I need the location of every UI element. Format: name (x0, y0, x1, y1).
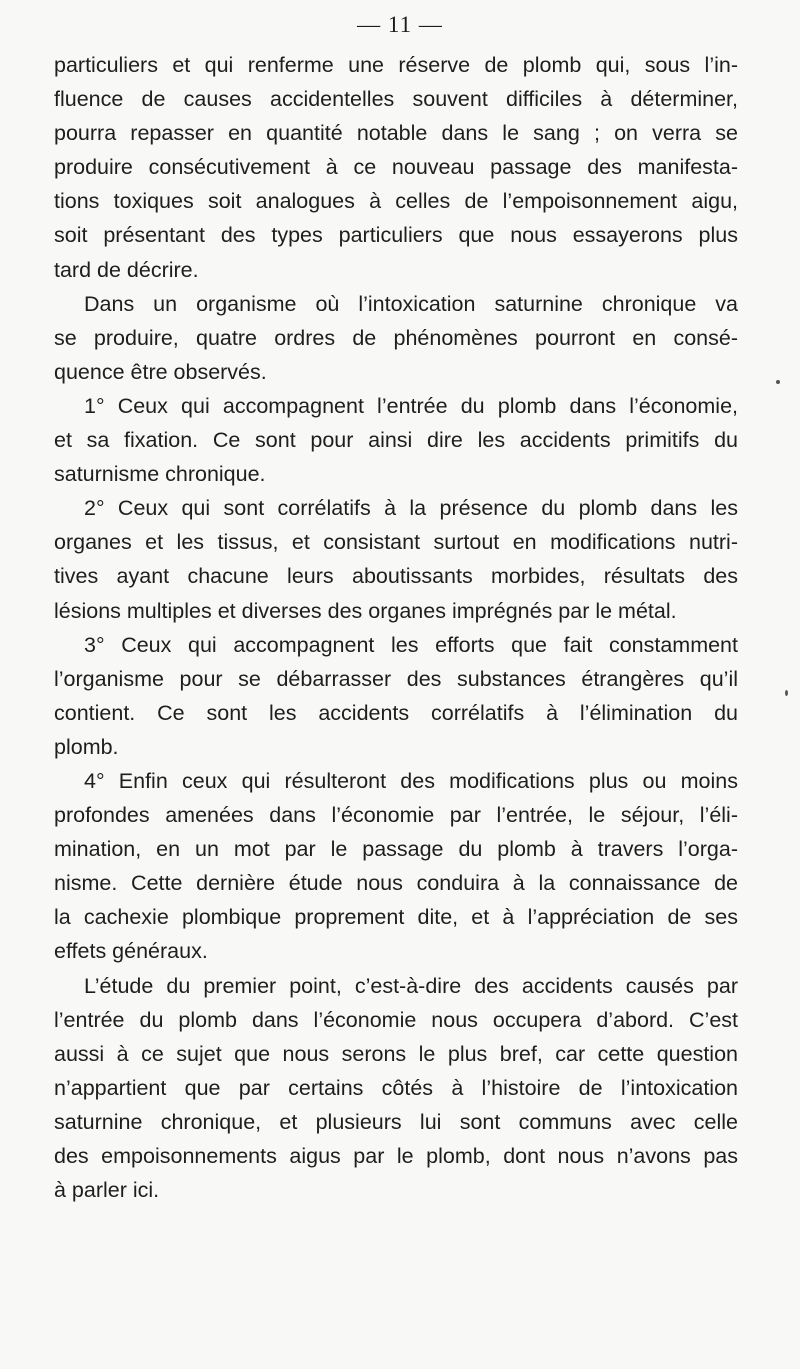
text-line: lésions multiples et diverses des organes imprégnés par le métal. (54, 598, 677, 623)
text-line: mination, en un mot par le passage du plomb à travers l’orga- (54, 837, 738, 862)
text-line: soit présentant des types particuliers que nous essayerons plus (54, 223, 738, 248)
text-line: produire consécutivement à ce nouveau passage des manifesta- (54, 155, 738, 180)
text-line: profondes amenées dans l’économie par l’entrée, le séjour, l’éli- (54, 803, 738, 828)
text-line: nisme. Cette dernière étude nous conduira à la connaissance de (54, 871, 738, 896)
text-line: fluence de causes accidentelles souvent difficiles à déterminer, (54, 87, 738, 112)
text-line: tives ayant chacune leurs aboutissants morbides, résultats des (54, 564, 738, 589)
text-line: saturnine chronique, et plusieurs lui sont communs avec celle (54, 1109, 738, 1134)
text-line: et sa fixation. Ce sont pour ainsi dire les accidents primitifs du (54, 428, 738, 453)
text-line: L’étude du premier point, c’est-à-dire des accidents causés par (84, 973, 738, 998)
text-line: l’entrée du plomb dans l’économie nous occupera d’abord. C’est (54, 1007, 738, 1032)
text-line: 1° Ceux qui accompagnent l’entrée du plomb dans l’économie, (84, 393, 738, 418)
text-line: 2° Ceux qui sont corrélatifs à la présence du plomb dans les (84, 496, 738, 521)
text-line: tions toxiques soit analogues à celles de l’empoisonnement aigu, (54, 189, 738, 214)
text-line: Dans un organisme où l’intoxication saturnine chronique va (84, 291, 738, 316)
text-line: n’appartient que par certains côtés à l’histoire de l’intoxication (54, 1075, 738, 1100)
text-line: 4° Enfin ceux qui résulteront des modifications plus ou moins (84, 768, 738, 793)
text-line: se produire, quatre ordres de phénomènes pourront en consé- (54, 325, 738, 350)
page-number: — 11 — (357, 12, 443, 37)
text-line: contient. Ce sont les accidents corrélatifs à l’élimination du (54, 700, 738, 725)
text-line: pourra repasser en quantité notable dans le sang ; on verra se (54, 121, 738, 146)
text-line: l’organisme pour se débarrasser des substances étrangères qu’il (54, 666, 738, 691)
text-line: la cachexie plombique proprement dite, et à l’appréciation de ses (54, 905, 738, 930)
text-line: effets généraux. (54, 939, 208, 964)
text-line: particuliers et qui renferme une réserve de plomb qui, sous l’in- (54, 53, 738, 77)
paper-speck (776, 380, 780, 384)
paper-speck (785, 690, 788, 696)
text-line: 3° Ceux qui accompagnent les efforts que fait constamment (84, 632, 738, 657)
text-line: à parler ici. (54, 1178, 160, 1203)
text-line: saturnisme chronique. (54, 462, 266, 487)
body-text (54, 48, 738, 1207)
text-line: plomb. (54, 734, 119, 759)
text-line: aussi à ce sujet que nous serons le plus bref, car cette question (54, 1041, 738, 1066)
text-line: organes et les tissus, et consistant surtout en modifications nutri- (54, 530, 738, 555)
text-line: tard de décrire. (54, 257, 199, 282)
text-line: des empoisonnements aigus par le plomb, dont nous n’avons pas (54, 1144, 738, 1168)
text-line: quence être observés. (54, 359, 267, 384)
